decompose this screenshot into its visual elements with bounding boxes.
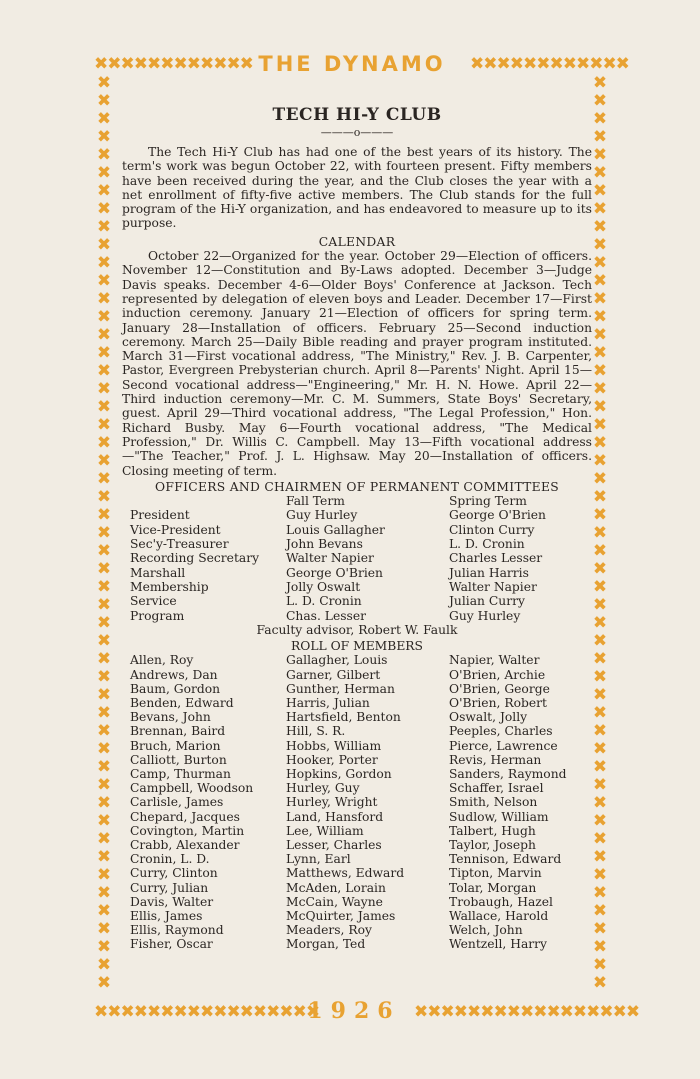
member-name: Allen, Roy	[130, 653, 194, 668]
page-title: TECH HI-Y CLUB	[272, 105, 442, 125]
officers-heading: OFFICERS AND CHAIRMEN OF PERMANENT COMMITTEES	[155, 479, 559, 494]
officer-row	[122, 523, 592, 537]
member-name: Curry, Clinton	[130, 866, 218, 881]
member-name: Ellis, James	[130, 909, 203, 924]
officer-fall: L. D. Cronin	[286, 594, 362, 609]
page-content	[122, 104, 592, 952]
member-name: Calliott, Burton	[130, 752, 227, 767]
officers-table	[122, 494, 592, 623]
member-name: Garner, Gilbert	[286, 667, 381, 682]
member-name: Hooker, Porter	[286, 752, 378, 767]
member-name: Curry, Julian	[130, 880, 209, 895]
officer-row	[122, 537, 592, 551]
member-name: Welch, John	[449, 923, 523, 938]
member-name: Covington, Martin	[130, 823, 245, 838]
officer-position: Program	[130, 608, 185, 623]
officer-position: Marshall	[130, 565, 186, 580]
member-name: Andrews, Dan	[130, 667, 218, 682]
member-name: Lee, William	[286, 823, 364, 838]
member-name: Hartsfield, Benton	[286, 710, 401, 725]
officer-position: Recording Secretary	[130, 551, 260, 566]
member-name: Gallagher, Louis	[286, 653, 388, 668]
ornamental-border-top-right: ✖✖✖✖✖✖✖✖✖✖✖✖	[470, 54, 629, 74]
member-name: Sanders, Raymond	[449, 767, 567, 782]
officer-spring: Guy Hurley	[449, 608, 521, 623]
officer-spring: Clinton Curry	[449, 522, 535, 537]
member-name: Bevans, John	[130, 710, 211, 725]
officer-spring: Charles Lesser	[449, 551, 543, 566]
member-name: Tolar, Morgan	[449, 880, 537, 895]
intro-paragraph: The Tech Hi-Y Club has had one of the best years of its history. The term's work was begun October 22, with fourteen present. Fifty members have been received during the year, and the Club closes the year with a net enrollment of fifty-five active members. The Club stands for the full program of the Hi-Y organization, and has endeavored to measure up to its purpose.	[122, 145, 592, 231]
ornamental-border-left: ✖✖✖✖✖✖✖✖✖✖✖✖✖✖✖✖✖✖✖✖✖✖✖✖✖✖✖✖✖✖✖✖✖✖✖✖✖✖✖✖✖✖✖✖✖✖✖✖✖✖✖	[96, 73, 112, 993]
roll-of-members	[122, 653, 592, 951]
calendar-paragraph: October 22—Organized for the year. October 29—Election of officers. November 12—Constitution and By-Laws adopted. December 3—Judge Davis speaks. December 4-6—Older Boys' Conference at Jackson. Tech represented by delegation of eleven boys and Leader. December 17—First induction ceremony. January 21—Election of officers for spring term. January 28—Installation of officers. February 25—Second induction ceremony. March 25—Daily Bible reading and prayer program instituted. March 31—First vocational address, "The Ministry," Rev. J. B. Carpenter, Pastor, Evergreen Prebysterian church. April 8—Parents' Night. April 15—Second vocational address—"Engineering," Mr. H. N. Howe. April 22—Third induction ceremony—Mr. C. M. Summers, State Boys' Secretary, guest. April 29—Third vocational address, "The Legal Profession," Hon. Richard Busby. May 6—Fourth vocational address, "The Medical Profession," Dr. Willis C. Campbell. May 13—Fifth vocational address—"The Teacher," Prof. J. L. Highsaw. May 20—Installation of officers. Closing meeting of term.	[122, 249, 592, 478]
member-name: Lynn, Earl	[286, 852, 351, 867]
ornamental-border-right: ✖✖✖✖✖✖✖✖✖✖✖✖✖✖✖✖✖✖✖✖✖✖✖✖✖✖✖✖✖✖✖✖✖✖✖✖✖✖✖✖✖✖✖✖✖✖✖✖✖✖✖	[592, 73, 608, 993]
roll-column-2	[286, 653, 449, 951]
officer-position: Vice-President	[130, 522, 221, 537]
title-divider: ———o———	[320, 126, 394, 139]
member-name: Talbert, Hugh	[449, 823, 536, 838]
officer-spring: George O'Brien	[449, 508, 546, 523]
officer-row	[122, 609, 592, 623]
officer-position: Service	[130, 594, 177, 609]
member-name: Morgan, Ted	[286, 937, 366, 952]
header-title: THE DYNAMO	[258, 52, 446, 76]
officer-fall: Chas. Lesser	[286, 608, 367, 623]
member-name: Meaders, Roy	[286, 923, 372, 938]
member-name: Sudlow, William	[449, 809, 549, 824]
member-name: Wallace, Harold	[449, 909, 549, 924]
officer-position: Membership	[130, 579, 209, 594]
member-name: Bruch, Marion	[130, 738, 221, 753]
member-name: Cronin, L. D.	[130, 852, 210, 867]
officer-position: Sec'y-Treasurer	[130, 537, 229, 552]
member-name: Hopkins, Gordon	[286, 767, 392, 782]
member-name: Trobaugh, Hazel	[449, 894, 553, 909]
roll-column-3	[449, 653, 592, 951]
member-name: Land, Hansford	[286, 809, 384, 824]
calendar-heading: CALENDAR	[318, 234, 396, 249]
officer-fall: Louis Gallagher	[286, 522, 385, 537]
member-name: Harris, Julian	[286, 696, 370, 710]
ornamental-border-bottom-left: ✖✖✖✖✖✖✖✖✖✖✖✖✖✖✖✖✖	[94, 1002, 320, 1022]
member-name: Fisher, Oscar	[130, 937, 213, 952]
member-name: Oswalt, Jolly	[449, 710, 528, 725]
officer-fall: John Bevans	[286, 537, 363, 552]
officer-spring: Walter Napier	[449, 579, 537, 594]
member-name: Tennison, Edward	[449, 852, 562, 867]
member-name: Ellis, Raymond	[130, 923, 224, 938]
officer-row	[122, 508, 592, 522]
member-name: Napier, Walter	[449, 653, 540, 668]
member-name: Camp, Thurman	[130, 767, 231, 782]
member-name: Campbell, Woodson	[130, 781, 254, 796]
member-name: McAden, Lorain	[286, 880, 386, 895]
officer-fall: Jolly Oswalt	[286, 579, 361, 594]
member-name: Gunther, Herman	[286, 681, 395, 696]
member-name: Brennan, Baird	[130, 724, 226, 739]
member-name: O'Brien, Robert	[449, 696, 547, 710]
member-name: Crabb, Alexander	[130, 838, 240, 853]
member-name: Hurley, Wright	[286, 795, 378, 810]
faculty-advisor: Faculty advisor, Robert W. Faulk	[256, 622, 458, 637]
officer-row	[122, 580, 592, 594]
member-name: Hill, S. R.	[286, 724, 346, 739]
member-name: Schaffer, Israel	[449, 781, 544, 796]
member-name: Tipton, Marvin	[449, 866, 542, 881]
officer-spring: Julian Harris	[449, 565, 529, 580]
member-name: Benden, Edward	[130, 696, 234, 710]
member-name: McQuirter, James	[286, 909, 396, 924]
member-name: McCain, Wayne	[286, 894, 383, 909]
officer-position: President	[130, 508, 190, 523]
member-name: Peeples, Charles	[449, 724, 553, 739]
officer-fall: Guy Hurley	[286, 508, 358, 523]
spring-term-header: Spring Term	[449, 494, 527, 509]
term-header-row	[122, 494, 592, 508]
officer-spring: Julian Curry	[449, 594, 525, 609]
officer-row	[122, 566, 592, 580]
member-name: Lesser, Charles	[286, 838, 382, 853]
officer-row	[122, 594, 592, 608]
officer-fall: Walter Napier	[286, 551, 374, 566]
member-name: Chepard, Jacques	[130, 809, 240, 824]
footer-year: 1926	[307, 998, 401, 1024]
member-name: Hobbs, William	[286, 738, 382, 753]
roll-heading: ROLL OF MEMBERS	[291, 639, 423, 654]
fall-term-header: Fall Term	[286, 494, 345, 509]
member-name: Davis, Walter	[130, 894, 214, 909]
member-name: Wentzell, Harry	[449, 937, 547, 952]
member-name: O'Brien, Archie	[449, 667, 546, 682]
member-name: Taylor, Joseph	[449, 838, 536, 853]
officer-row	[122, 551, 592, 565]
member-name: Matthews, Edward	[286, 866, 405, 881]
member-name: Baum, Gordon	[130, 681, 221, 696]
officer-fall: George O'Brien	[286, 565, 383, 580]
officer-spring: L. D. Cronin	[449, 537, 525, 552]
member-name: Smith, Nelson	[449, 795, 538, 810]
ornamental-border-top-left: ✖✖✖✖✖✖✖✖✖✖✖✖	[94, 54, 253, 74]
roll-column-1	[122, 653, 286, 951]
member-name: Revis, Herman	[449, 752, 542, 767]
member-name: Hurley, Guy	[286, 781, 360, 796]
member-name: Carlisle, James	[130, 795, 224, 810]
member-name: O'Brien, George	[449, 681, 550, 696]
ornamental-border-bottom-right: ✖✖✖✖✖✖✖✖✖✖✖✖✖✖✖✖✖	[414, 1002, 640, 1022]
member-name: Pierce, Lawrence	[449, 738, 558, 753]
